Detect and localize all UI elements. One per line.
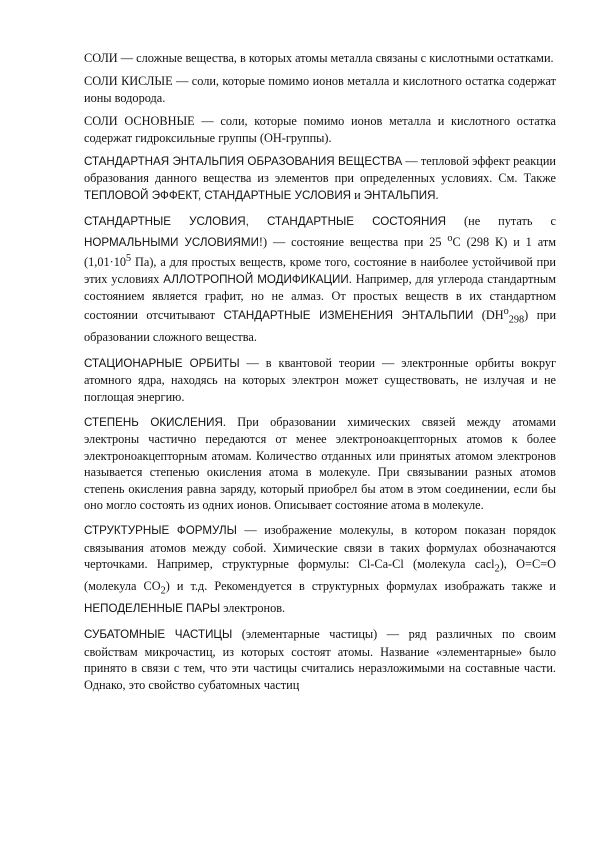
entry-soli: СОЛИ — сложные вещества, в которых атомы металла связаны с кислотными остатками. <box>84 51 554 65</box>
entry-standard-conditions: СТАНДАРТНЫЕ УСЛОВИЯ, СТАНДАРТНЫЕ СОСТОЯНИЯ (не путать с НОРМАЛЬНЫМИ УСЛОВИЯМИ!) — состояние вещества при 25 $^o$С (298 К) и 1 атм ($1,01\cdot 10^5$ Па), а для простых веществ, кроме того, состояние в наиболее устойчивой при этих условиях АЛЛОТРОПНОЙ МОДИФИКАЦИИ. Например, для углерода стандартным состоянием является графит, но не алмаз. От простых веществ в их стандартном состоянии отсчитывают СТАНДАРТНЫЕ ИЗМЕНЕНИЯ ЭНТАЛЬПИИ $(DH^o_{298})$ при образовании сложного вещества. <box>84 214 557 345</box>
entry-structural-formulas: СТРУКТУРНЫЕ ФОРМУЛЫ — изображение молекулы, в котором показан порядок связывания атомов между собой. Химические связи в таких формулах обозначаются черточками. Например, структурные формулы: Cl-Ca-Cl (молекула cacl$_2$), O=C=O (молекула $CO_2$) и т.д. Рекомендуется в структурных формулах изображать также и НЕПОДЕЛЕННЫЕ ПАРЫ электронов. <box>84 523 556 616</box>
entry-soli-kislye: СОЛИ КИСЛЫЕ — соли, которые помимо ионов металла и кислотного остатка содержат ионы водорода. <box>84 74 556 105</box>
entry-stationary-orbits: СТАЦИОНАРНЫЕ ОРБИТЫ — в квантовой теории — электронные орбиты вокруг атомного ядра, находясь на которых электрон может существовать, не излучая и не поглощая энергию. <box>84 355 557 404</box>
document-page <box>84 50 556 700</box>
entry-subatomic-particles: СУБАТОМНЫЕ ЧАСТИЦЫ (элементарные частицы) — ряд различных по своим свойствам микрочастиц, из которых состоят атомы. Название «элементарные» было принято в связи с тем, что эти частицы считались неразложимыми на составные части. Однако, это свойство субатомных частиц <box>84 627 556 692</box>
entry-soli-osnovnye: СОЛИ ОСНОВНЫЕ — соли, которые помимо ионов металла и кислотного остатка содержат гидроксильные группы (OH-группы). <box>84 114 556 145</box>
entry-standard-enthalpy: СТАНДАРТНАЯ ЭНТАЛЬПИЯ ОБРАЗОВАНИЯ ВЕЩЕСТВА — тепловой эффект реакции образования данного вещества из элементов при определенных условиях. См. Также ТЕПЛОВОЙ ЭФФЕКТ, СТАНДАРТНЫЕ УСЛОВИЯ и ЭНТАЛЬПИЯ. <box>84 154 556 202</box>
entry-oxidation-state: СТЕПЕНЬ ОКИСЛЕНИЯ. При образовании химических связей между атомами электроны частично передаются от менее электроноакцепторных атомов к более электроноакцепторным атомам. Количество отданных или принятых атомом электронов называется степенью окисления атома в молекуле. При связывании разных атомов степень окисления равна заряду, который приобрел бы атом в этом соединении, если бы оно могло состоять из одних ионов. Описывает состояние атома в молекуле. <box>84 415 556 513</box>
